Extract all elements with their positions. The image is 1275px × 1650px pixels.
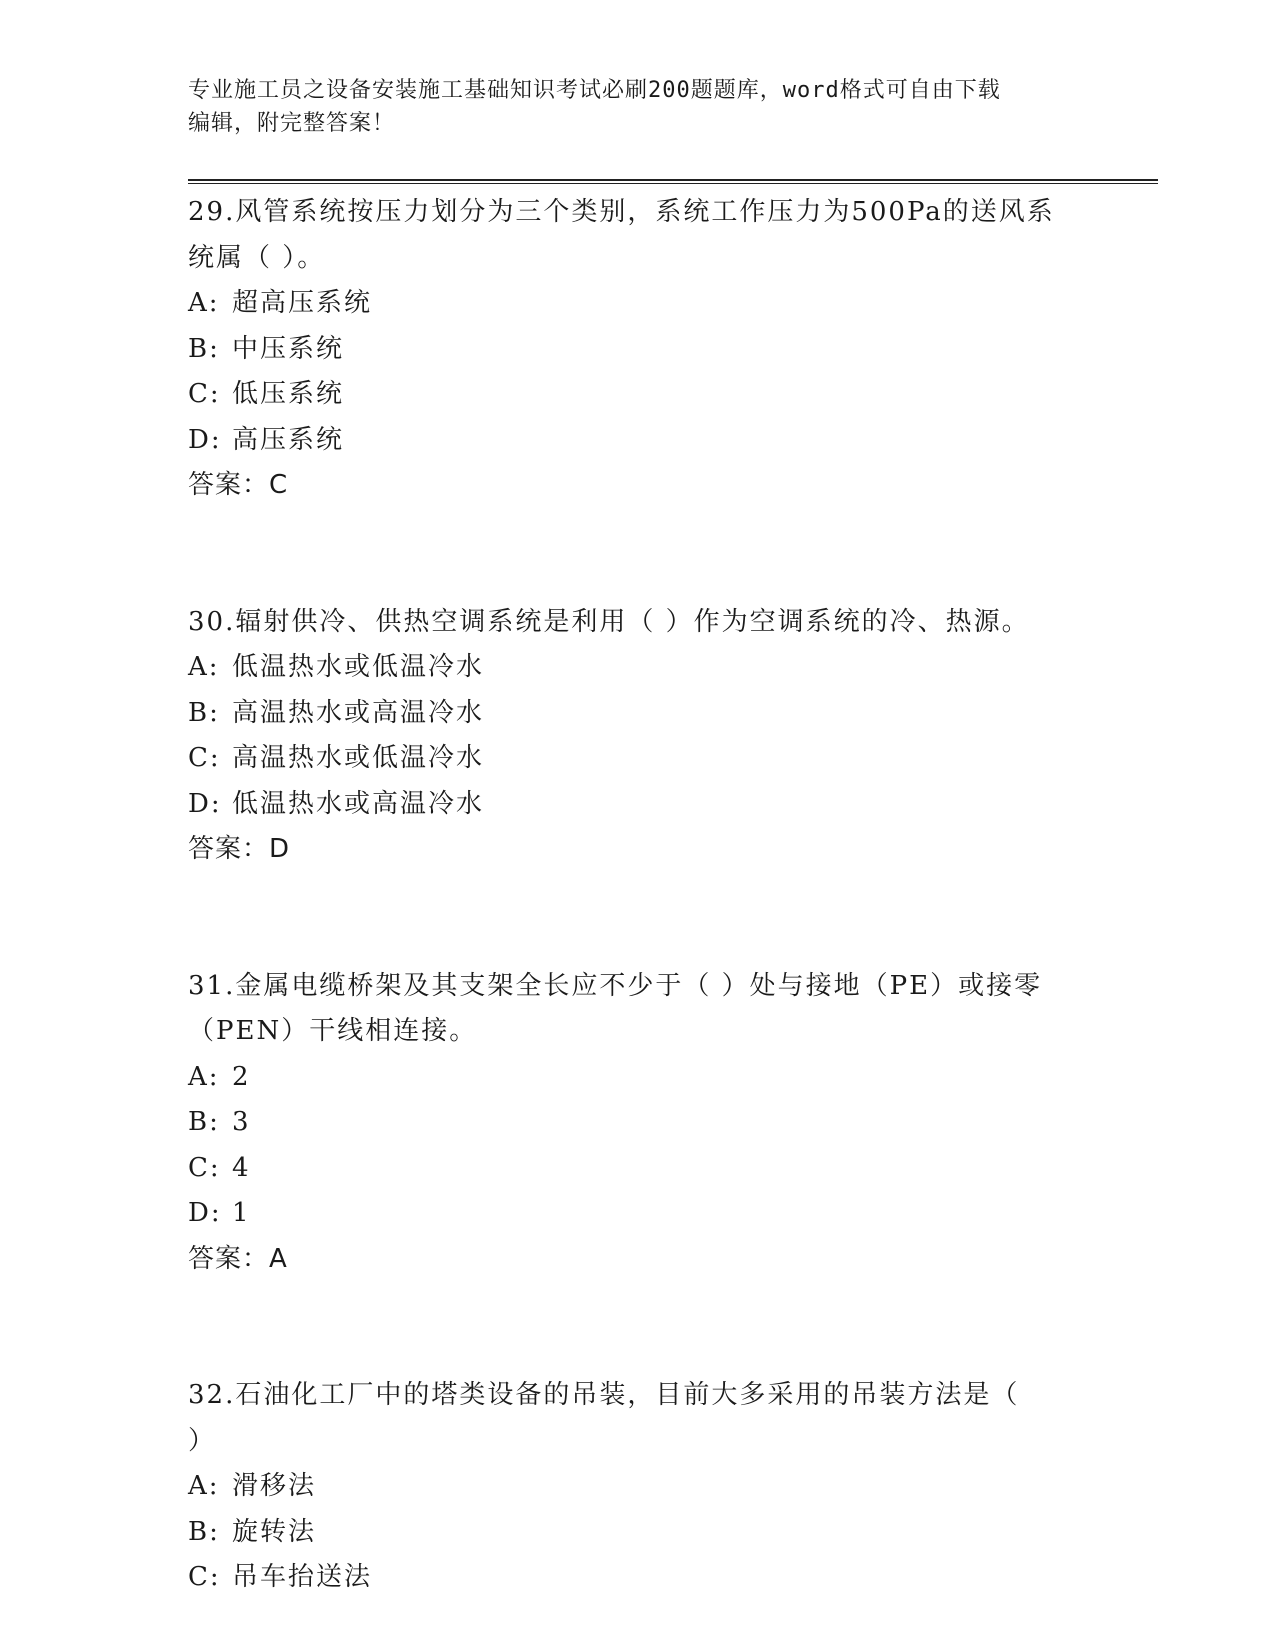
question-31 — [188, 964, 1088, 1283]
option-text: 3 — [232, 1107, 251, 1137]
question-stem: 30.辐射供冷、供热空调系统是利用（ ）作为空调系统的冷、热源。 — [188, 606, 1030, 637]
question-29 — [188, 190, 1088, 509]
option-d — [188, 782, 1088, 828]
option-c — [188, 372, 1088, 418]
option-key: C: — [188, 379, 221, 409]
option-text: 高温热水或高温冷水 — [232, 697, 485, 728]
option-key: A: — [188, 288, 220, 318]
option-text: 高温热水或低温冷水 — [232, 743, 485, 773]
option-d — [188, 418, 1088, 464]
option-a — [188, 645, 1088, 691]
option-text: 低压系统 — [232, 379, 345, 409]
option-b — [188, 1510, 1088, 1556]
option-a — [188, 1464, 1088, 1510]
option-key: B: — [188, 1516, 220, 1547]
option-key: B: — [188, 333, 220, 364]
option-key: D: — [188, 788, 222, 819]
option-c — [188, 1555, 1088, 1601]
document-header — [188, 74, 1088, 140]
option-key: C: — [188, 743, 221, 773]
answer-line: 答案：A — [188, 1243, 288, 1274]
header-divider — [188, 179, 1158, 184]
option-b — [188, 327, 1088, 373]
option-d — [188, 1191, 1088, 1237]
option-c — [188, 1146, 1088, 1192]
answer-line: 答案：C — [188, 470, 289, 500]
option-a — [188, 1055, 1088, 1101]
option-key: A: — [188, 1061, 220, 1092]
header-line-1: 专业施工员之设备安装施工基础知识考试必刷200题题库，word格式可自由下载 — [188, 78, 1001, 103]
option-text: 2 — [232, 1061, 251, 1092]
question-30 — [188, 600, 1088, 873]
header-line-2: 编辑，附完整答案！ — [188, 111, 396, 136]
question-stem: 32.石油化工厂中的塔类设备的吊装，目前大多采用的吊装方法是（ — [188, 1380, 1020, 1410]
option-key: D: — [188, 1198, 222, 1228]
option-key: B: — [188, 697, 220, 728]
option-key: B: — [188, 1107, 220, 1137]
option-text: 低温热水或高温冷水 — [232, 788, 485, 819]
option-b — [188, 1100, 1088, 1146]
option-key: D: — [188, 424, 222, 455]
option-text: 滑移法 — [232, 1471, 317, 1501]
question-stem-continued: 统属（ ）。 — [188, 242, 326, 273]
question-stem-continued: （PEN）干线相连接。 — [188, 1016, 478, 1046]
question-list — [188, 190, 1088, 1601]
question-32 — [188, 1373, 1088, 1601]
option-b — [188, 691, 1088, 737]
option-key: C: — [188, 1152, 221, 1183]
option-text: 高压系统 — [232, 424, 345, 455]
option-text: 吊车抬送法 — [232, 1562, 373, 1592]
question-stem: 31.金属电缆桥架及其支架全长应不少于（ ）处与接地（PE）或接零 — [188, 970, 1043, 1001]
option-key: C: — [188, 1562, 221, 1592]
option-text: 超高压系统 — [232, 288, 373, 318]
question-stem: 29.风管系统按压力划分为三个类别，系统工作压力为500Pa的送风系 — [188, 197, 1055, 227]
option-text: 旋转法 — [232, 1516, 317, 1547]
option-key: A: — [188, 1471, 220, 1501]
answer-line: 答案：D — [188, 834, 291, 864]
option-text: 低温热水或低温冷水 — [232, 652, 485, 682]
option-text: 中压系统 — [232, 333, 345, 364]
option-text: 1 — [232, 1198, 251, 1228]
question-stem-continued: ） — [188, 1425, 217, 1456]
option-c — [188, 736, 1088, 782]
option-key: A: — [188, 652, 220, 682]
option-text: 4 — [232, 1152, 251, 1183]
option-a — [188, 281, 1088, 327]
